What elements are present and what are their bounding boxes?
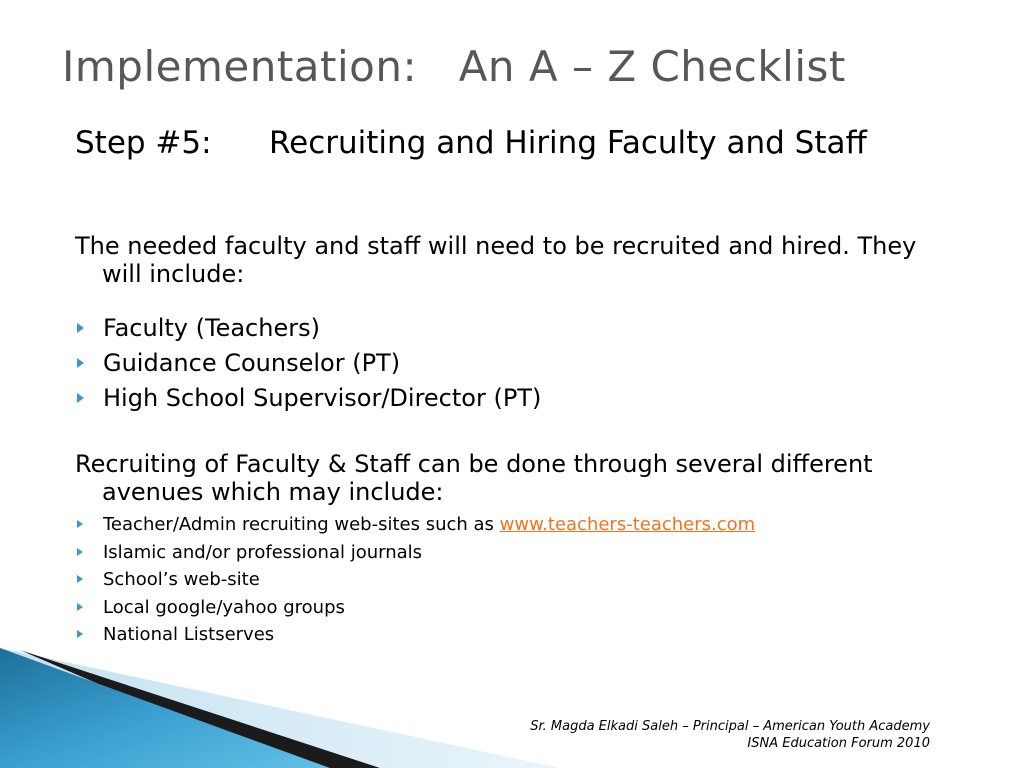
avenue-label: National Listserves [103, 624, 275, 645]
roles-list [75, 311, 541, 416]
list-item [75, 594, 755, 622]
list-item [75, 566, 755, 594]
footer-author: Sr. Magda Elkadi Saleh – Principal – American Youth Academy [530, 719, 930, 734]
avenue-label: Local google/yahoo groups [103, 596, 345, 618]
footer-event: ISNA Education Forum 2010 [747, 736, 930, 751]
triangle-right-icon [77, 323, 84, 333]
triangle-right-icon [77, 575, 83, 583]
list-item [75, 539, 755, 567]
role-label: Guidance Counselor (PT) [103, 349, 401, 377]
step-label: Step #5: [75, 125, 212, 161]
triangle-right-icon [77, 630, 83, 638]
avenues-list [75, 511, 755, 649]
avenue-label: School’s web-site [103, 569, 260, 590]
teachers-website-link[interactable]: www.teachers-teachers.com [499, 514, 756, 535]
list-item [75, 511, 755, 539]
corner-blue-wedge [0, 648, 330, 768]
slide-title: Implementation: An A – Z Checklist [62, 42, 846, 91]
role-label: Faculty (Teachers) [103, 314, 320, 342]
role-label: High School Supervisor/Director (PT) [103, 384, 542, 412]
triangle-right-icon [77, 393, 84, 403]
avenues-paragraph: Recruiting of Faculty & Staff can be done through several different avenues which may include: [75, 450, 873, 506]
footer-credit [530, 718, 930, 752]
list-item [75, 381, 541, 416]
step-heading [75, 126, 935, 160]
triangle-right-icon [77, 520, 83, 528]
intro-paragraph: The needed faculty and staff will need to be recruited and hired. They will include: [75, 232, 917, 288]
avenue-label: Teacher/Admin recruiting web-sites such as [103, 514, 500, 535]
triangle-right-icon [77, 603, 83, 611]
list-item [75, 621, 755, 649]
step-title: Recruiting and Hiring Faculty and Staff [269, 125, 867, 161]
triangle-right-icon [77, 548, 83, 556]
list-item [75, 311, 541, 346]
list-item [75, 346, 541, 381]
triangle-right-icon [77, 358, 84, 368]
avenue-label: Islamic and/or professional journals [103, 541, 423, 563]
